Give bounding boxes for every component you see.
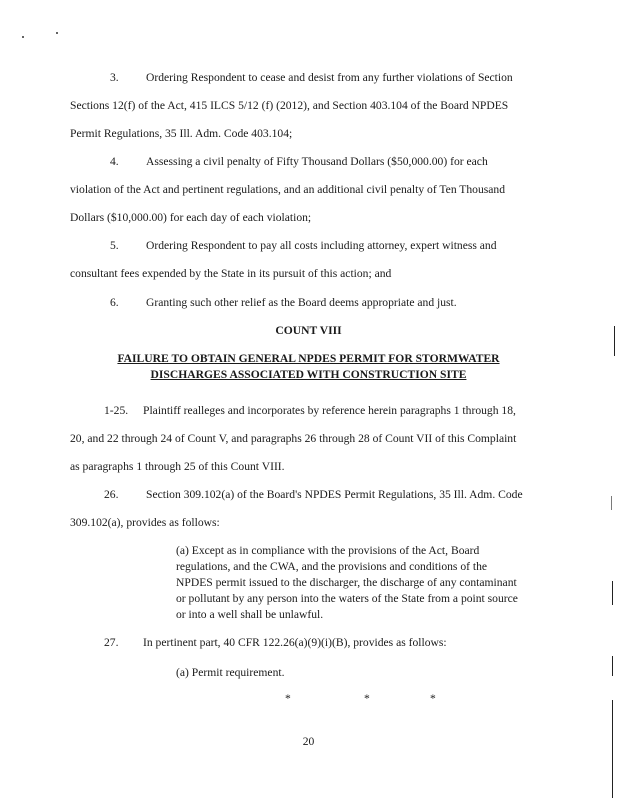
- paragraph-number: 3.: [110, 71, 119, 84]
- margin-mark: [612, 700, 613, 798]
- paragraph-number: 4.: [110, 155, 119, 168]
- paragraph-text: as paragraphs 1 through 25 of this Count VIII.: [70, 460, 285, 473]
- paragraph-number: 26.: [104, 488, 119, 501]
- count-heading-line: FAILURE TO OBTAIN GENERAL NPDES PERMIT FOR STORMWATER: [117, 352, 500, 365]
- paragraph-text: Sections 12(f) of the Act, 415 ILCS 5/12 (f) (2012), and Section 403.104 of the Board NPDES: [70, 99, 509, 112]
- block-quote-line: (a) Permit requirement.: [176, 666, 285, 679]
- page-number: 20: [302, 735, 315, 748]
- count-heading-line: DISCHARGES ASSOCIATED WITH CONSTRUCTION SITE: [150, 368, 467, 381]
- paragraph-text: Plaintiff realleges and incorporates by reference herein paragraphs 1 through 18,: [143, 404, 516, 417]
- paragraph-text: In pertinent part, 40 CFR 122.26(a)(9)(i)(B), provides as follows:: [143, 636, 447, 649]
- block-quote-line: (a) Except as in compliance with the provisions of the Act, Board: [176, 544, 480, 557]
- margin-mark: [612, 581, 613, 605]
- paragraph-text: Permit Regulations, 35 Ill. Adm. Code 403.104;: [70, 127, 293, 140]
- paragraph-text: Section 309.102(a) of the Board's NPDES Permit Regulations, 35 Ill. Adm. Code: [146, 488, 523, 501]
- paragraph-number: 1-25.: [104, 404, 129, 417]
- paragraph-text: 20, and 22 through 24 of Count V, and paragraphs 26 through 28 of Count VII of this Complaint: [70, 432, 517, 445]
- ellipsis-asterisk: *: [364, 692, 370, 705]
- margin-mark: [611, 496, 612, 510]
- scan-speck: [22, 36, 24, 38]
- paragraph-number: 6.: [110, 296, 119, 309]
- ellipsis-asterisk: *: [430, 692, 436, 705]
- ellipsis-asterisk: *: [285, 692, 291, 705]
- paragraph-text: violation of the Act and pertinent regulations, and an additional civil penalty of Ten Thousand: [70, 183, 506, 196]
- block-quote-line: or into a well shall be unlawful.: [176, 608, 324, 621]
- paragraph-text: Ordering Respondent to pay all costs including attorney, expert witness and: [146, 239, 497, 252]
- paragraph-number: 27.: [104, 636, 119, 649]
- paragraph-text: consultant fees expended by the State in its pursuit of this action; and: [70, 267, 392, 280]
- block-quote-line: NPDES permit issued to the discharger, the discharge of any contaminant: [176, 576, 517, 589]
- paragraph-text: Assessing a civil penalty of Fifty Thousand Dollars ($50,000.00) for each: [146, 155, 488, 168]
- scan-speck: [56, 32, 58, 34]
- count-title: COUNT VIII: [275, 324, 342, 337]
- paragraph-text: Ordering Respondent to cease and desist from any further violations of Section: [146, 71, 513, 84]
- paragraph-number: 5.: [110, 239, 119, 252]
- paragraph-text: Granting such other relief as the Board deems appropriate and just.: [146, 296, 457, 309]
- block-quote-line: regulations, and the CWA, and the provisions and conditions of the: [176, 560, 488, 573]
- margin-mark: [612, 656, 613, 676]
- paragraph-text: Dollars ($10,000.00) for each day of each violation;: [70, 211, 312, 224]
- margin-mark: [614, 326, 615, 356]
- paragraph-text: 309.102(a), provides as follows:: [70, 516, 220, 529]
- block-quote-line: or pollutant by any person into the waters of the State from a point source: [176, 592, 518, 605]
